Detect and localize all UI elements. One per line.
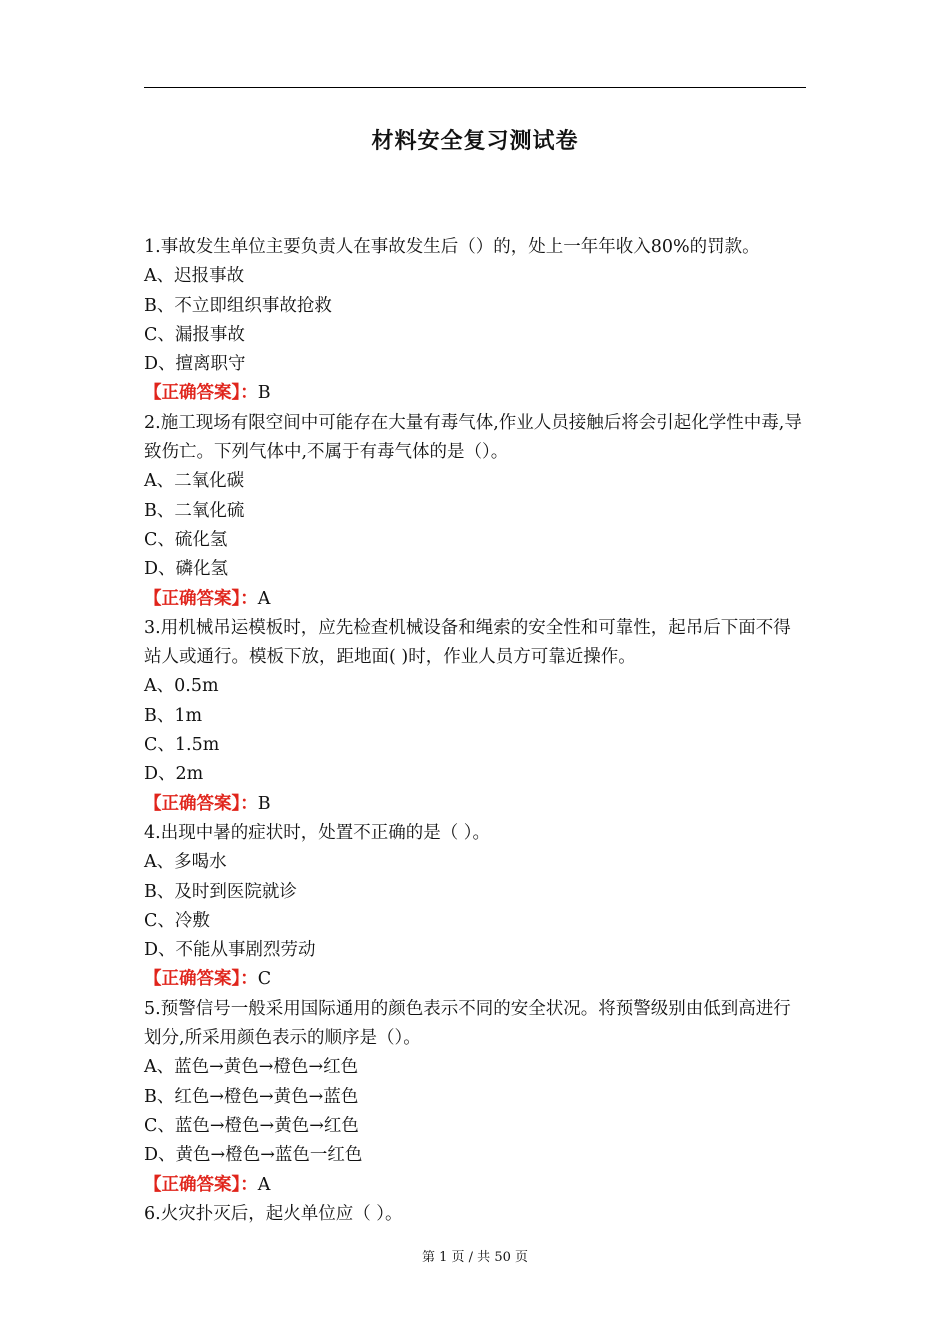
option-item: D、擅离职守 (144, 354, 246, 375)
page-title: 材料安全复习测试卷 (371, 128, 579, 154)
question-text: 4.出现中暑的症状时，处置不正确的是（ ）。 (144, 822, 491, 843)
option-item: C、硫化氢 (144, 529, 228, 550)
option-item: A、多喝水 (144, 852, 227, 873)
option-item: D、不能从事剧烈劳动 (144, 940, 316, 961)
option-item: D、磷化氢 (144, 559, 229, 580)
header-rule (144, 87, 806, 88)
option-item: A、迟报事故 (144, 266, 245, 287)
answer-row (144, 379, 806, 408)
option-item: B、红色→橙色→黄色→蓝色 (144, 1086, 359, 1107)
option-item: B、及时到医院就诊 (144, 881, 297, 902)
option-item: D、2m (144, 764, 204, 785)
question-list (144, 233, 806, 1229)
answer-row (144, 1171, 806, 1200)
answer-label: 【正确答案】： (144, 793, 258, 814)
option-item: B、二氧化硫 (144, 500, 245, 521)
answer-value: B (257, 383, 271, 404)
option-item: C、漏报事故 (144, 324, 245, 345)
answer-value: A (257, 588, 271, 609)
option-item: A、二氧化碳 (144, 471, 245, 492)
option-item: B、不立即组织事故抢救 (144, 295, 332, 316)
question-text: 1.事故发生单位主要负责人在事故发生后（）的，处上一年年收入80%的罚款。 (144, 237, 760, 257)
option-item: C、蓝色→橙色→黄色→红色 (144, 1115, 359, 1136)
option-item: C、1.5m (144, 735, 220, 756)
option-item: B、1m (144, 705, 203, 726)
option-item: A、0.5m (144, 676, 219, 697)
answer-label: 【正确答案】： (144, 588, 258, 609)
question-text: 6.火灾扑灭后，起火单位应（ ）。 (144, 1203, 403, 1224)
question-text: 3.用机械吊运模板时，应先检查机械设备和绳索的安全性和可靠性，起吊后下面不得站人或通行。模板下放，距地面( )时，作业人员方可靠近操作。 (144, 617, 791, 668)
answer-label: 【正确答案】： (144, 383, 258, 404)
option-item: A、蓝色→黄色→橙色→红色 (144, 1057, 359, 1078)
answer-row (144, 585, 806, 614)
answer-row (144, 790, 806, 819)
page-footer: 第 1 页 / 共 50 页 (422, 1250, 528, 1265)
option-item: D、黄色→橙色→蓝色一红色 (144, 1145, 363, 1166)
answer-label: 【正确答案】： (144, 1174, 258, 1195)
answer-value: B (257, 793, 271, 814)
question-text: 2.施工现场有限空间中可能存在大量有毒气体,作业人员接触后将会引起化学性中毒,导致伤亡。下列气体中,不属于有毒气体的是（）。 (144, 412, 802, 463)
answer-label: 【正确答案】： (144, 969, 258, 990)
question-text: 5.预警信号一般采用国际通用的颜色表示不同的安全状况。将预警级别由低到高进行划分,所采用颜色表示的顺序是（）。 (144, 998, 791, 1049)
answer-value: A (257, 1174, 271, 1195)
answer-row (144, 965, 806, 994)
option-item: C、冷敷 (144, 910, 210, 931)
answer-value: C (257, 969, 272, 990)
